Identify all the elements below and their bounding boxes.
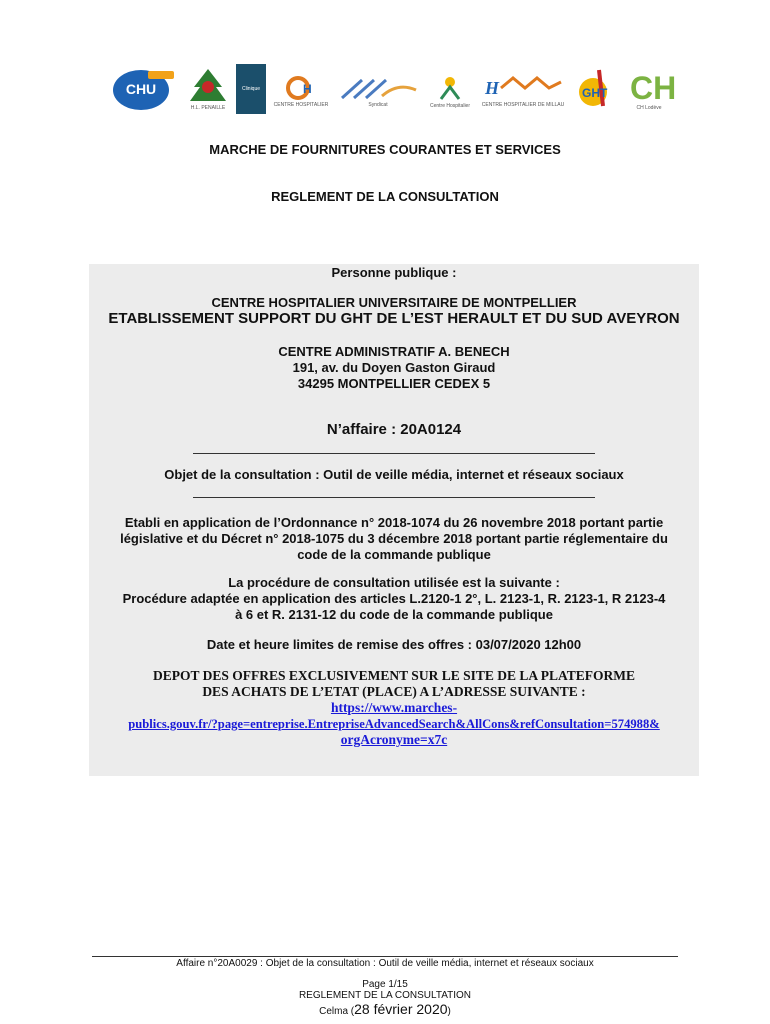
legal-basis-line-2: législative et du Décret n° 2018-1075 du 3 décembre 2018 portant partie réglementaire du: [120, 531, 668, 546]
footer-affaire: Affaire n°20A0029 : Objet de la consultation : Outil de veille média, internet et réseaux sociaux: [176, 958, 594, 969]
syndicat-logo-text: Syndicat: [368, 102, 388, 108]
ch-logo-2-text: Centre Hospitalier: [429, 103, 471, 109]
market-type-title: MARCHE DE FOURNITURES COURANTES ET SERVICES: [209, 142, 561, 157]
personne-publique-label: Personne publique :: [331, 265, 457, 280]
ght-logo: [572, 64, 620, 114]
procedure-line-1: La procédure de consultation utilisée est la suivante :: [228, 575, 560, 590]
separator-1: [193, 453, 595, 454]
clinique-logo: [236, 64, 266, 114]
deadline: Date et heure limites de remise des offres : 03/07/2020 12h00: [206, 637, 582, 652]
svg-text:CH: CH: [630, 70, 677, 106]
ch-logo-2: [426, 68, 474, 114]
place-url-line-1[interactable]: https://www.marches-: [330, 700, 458, 715]
consultation-info-box: [89, 264, 699, 776]
deposit-notice-line-1: DEPOT DES OFFRES EXCLUSIVEMENT SUR LE SITE DE LA PLATEFORME: [153, 668, 635, 683]
footer-celma: [0, 1003, 770, 1018]
lodeve-logo: [626, 62, 677, 114]
document-title: REGLEMENT DE LA CONSULTATION: [271, 189, 499, 204]
address-line-2: 191, av. du Doyen Gaston Giraud: [292, 360, 496, 375]
etablissement-support: ETABLISSEMENT SUPPORT DU GHT DE L’EST HERAULT ET DU SUD AVEYRON: [108, 310, 680, 327]
address-line-3: 34295 MONTPELLIER CEDEX 5: [297, 376, 491, 391]
millau-logo-text: CENTRE HOSPITALIER DE MILLAU: [481, 102, 565, 108]
deposit-notice-line-2: DES ACHATS DE L’ETAT (PLACE) A L’ADRESSE SUIVANTE :: [202, 684, 586, 699]
procedure-line-3: à 6 et R. 2131-12 du code de la commande publique: [235, 607, 553, 622]
footer-document-name: REGLEMENT DE LA CONSULTATION: [298, 990, 472, 1001]
procedure-line-2: Procédure adaptée en application des articles L.2120-1 2°, L. 2123-1, R. 2123-1, R 2123-4: [122, 591, 666, 606]
svg-text:H: H: [303, 82, 312, 96]
legal-basis-line-3: code de la commande publique: [297, 547, 491, 562]
partner-logos: [108, 58, 698, 114]
footer-date: 28 février 2020: [354, 1001, 448, 1017]
affaire-number: N’affaire : 20A0124: [326, 421, 462, 438]
address-line-1: CENTRE ADMINISTRATIF A. BENECH: [278, 344, 510, 359]
chu-logo: [108, 66, 180, 114]
footer-divider: [92, 956, 678, 957]
clinique-logo-text: Clinique: [241, 86, 261, 92]
penaille-logo: [186, 64, 230, 114]
syndicat-logo: [336, 70, 420, 114]
place-url-line-3[interactable]: orgAcronyme=x7c: [340, 732, 448, 747]
ch-logo-1: [272, 68, 330, 114]
footer-celma-label: Celma (: [319, 1006, 355, 1017]
lodeve-logo-text: CH Lodève: [636, 105, 662, 111]
place-url-line-2[interactable]: publics.gouv.fr/?page=entreprise.EntrepriseAdvancedSearch&AllCons&refConsultation=574988&: [128, 717, 660, 731]
svg-text:H: H: [485, 78, 500, 98]
legal-basis-line-1: Etabli en application de l’Ordonnance n° 2018-1074 du 26 novembre 2018 portant partie: [124, 515, 664, 530]
penaille-logo-text: H.L. PENAILLE: [190, 105, 226, 111]
chu-name: CENTRE HOSPITALIER UNIVERSITAIRE DE MONTPELLIER: [211, 295, 577, 310]
consultation-object: Objet de la consultation : Outil de veille média, internet et réseaux sociaux: [164, 467, 624, 482]
chu-logo-text: CHU: [125, 81, 157, 97]
separator-2: [193, 497, 595, 498]
footer-close: ): [447, 1006, 451, 1017]
ch-logo-1-text: CENTRE HOSPITALIER: [273, 102, 329, 108]
footer-page-number: Page 1/15: [362, 979, 408, 990]
millau-logo: [480, 68, 566, 114]
ght-logo-text: GHT: [582, 86, 608, 100]
